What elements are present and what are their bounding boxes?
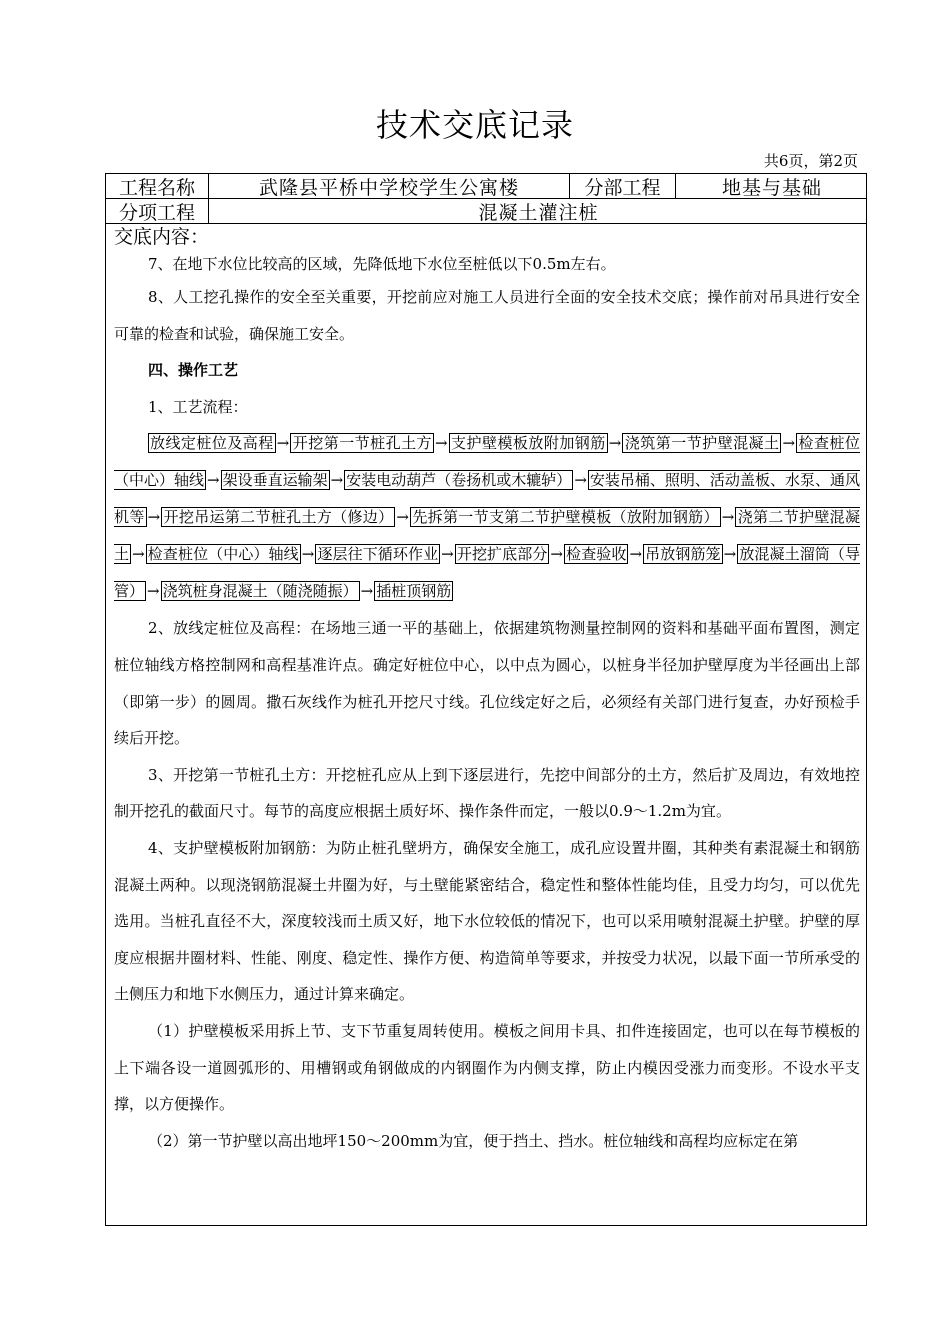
flow-step: 浇筑第一节护壁混凝土 — [624, 434, 780, 453]
flow-arrow: → — [147, 582, 160, 601]
flow-step: 架设垂直运输架 — [222, 471, 328, 490]
project-name-value: 武隆县平桥中学校学生公寓楼 — [209, 174, 570, 198]
flow-step: 逐层往下循环作业 — [317, 545, 439, 564]
process-flow — [114, 425, 860, 610]
flow-arrow: → — [550, 545, 563, 564]
paragraph: 4、支护壁模板附加钢筋：为防止桩孔壁坍方，确保安全施工，成孔应设置井圈，其种类有素混凝土和钢筋混凝土两种。以现浇钢筋混凝土井圈为好，与土壁能紧密结合，稳定性和整体性能均佳，且受力均匀，可以优先选用。当桩孔直径不大，深度较浅而土质又好，地下水位较低的情况下，也可以采用喷射混凝土护壁。护壁的厚度应根据井圈材料、性能、刚度、稳定性、操作方便、构造简单等要求，并按受力状况，以最下面一节所承受的土侧压力和地下水侧压力，通过计算来确定。 — [114, 838, 860, 1004]
flow-step: 检查桩位（中心）轴线 — [114, 434, 860, 490]
flow-arrow: → — [441, 545, 454, 564]
record-table — [105, 173, 867, 1226]
division-label: 分部工程 — [570, 174, 676, 198]
division-value: 地基与基础 — [721, 176, 822, 199]
flow-arrow: → — [396, 508, 409, 527]
paragraph: 8、人工挖孔操作的安全至关重要，开挖前应对施工人员进行全面的安全技术交底；操作前对吊具进行安全可靠的检查和试验，确保施工安全。 — [114, 288, 860, 343]
flow-arrow: → — [301, 545, 315, 564]
flow-arrow: → — [435, 434, 448, 453]
flow-arrow: → — [147, 508, 161, 527]
flow-step: 开挖第一节桩孔土方 — [292, 434, 433, 453]
flow-arrow: → — [721, 508, 735, 527]
flow-arrow: → — [276, 434, 290, 453]
flow-step: 开挖扩底部分 — [456, 545, 548, 564]
flow-arrow: → — [132, 545, 145, 564]
header-row-1 — [106, 174, 866, 199]
paragraph: 7、在地下水位比较高的区域，先降低地下水位至桩低以下0.5m左右。 — [148, 255, 616, 273]
flow-arrow: → — [330, 471, 344, 490]
flow-step: 浇筑桩身混凝土（随浇随振） — [162, 582, 358, 601]
flow-step: 放混凝土溜筒（导管） — [114, 545, 860, 601]
paragraph: （1）护壁模板采用拆上节、支下节重复周转使用。模板之间用卡具、扣件连接固定，也可以在每节模板的上下端各设一道圆弧形的、用槽钢或角钢做成的内钢圈作为内侧支撑，防止内模因受涨力而变形。不设水平支撑，以方便操作。 — [114, 1021, 860, 1114]
flow-arrow: → — [360, 582, 374, 601]
subitem-label: 分项工程 — [106, 199, 209, 223]
flow-step: 先拆第一节支第二节护壁模板（放附加钢筋） — [412, 508, 719, 527]
flow-step: 支护壁模板放附加钢筋 — [450, 434, 606, 453]
flow-step: 检查验收 — [566, 545, 627, 564]
flow-arrow: → — [608, 434, 622, 453]
content-area — [114, 225, 860, 1225]
flow-step: 开挖吊运第二节桩孔土方（修边） — [163, 508, 394, 527]
flow-step: 安装吊桶、照明、活动盖板、水泵、通风机等 — [114, 471, 860, 527]
flow-arrow: → — [574, 471, 587, 490]
page-info: 共6页，第2页 — [763, 152, 858, 170]
paragraph: （2）第一节护壁以高出地坪150～200mm为宜，便于挡土、挡水。桩位轴线和高程均应标定在第 — [148, 1131, 799, 1150]
flow-arrow: → — [782, 434, 796, 453]
paragraph: 2、放线定桩位及高程：在场地三通一平的基础上，依据建筑物测量控制网的资料和基础平面布置图，测定桩位轴线方格控制网和高程基准许点。确定好桩位中心，以中点为圆心，以桩身半径加护壁厚度为半径画出上部（即第一步）的圆周。撒石灰线作为桩孔开挖尺寸线。孔位线定好之后，必须经有关部门进行复查，办好预检手续后开挖。 — [114, 619, 860, 748]
header-row-2 — [106, 199, 866, 224]
document-title: 技术交底记录 — [375, 106, 574, 144]
flow-step: 插桩顶钢筋 — [376, 582, 452, 601]
flow-arrow: → — [629, 545, 643, 564]
flow-step: 吊放钢筋笼 — [645, 545, 721, 564]
flow-step: 浇第二节护壁混凝土 — [114, 508, 860, 564]
paragraph: 3、开挖第一节桩孔土方：开挖桩孔应从上到下逐层进行，先挖中间部分的土方，然后扩及周边，有效地控制开挖孔的截面尺寸。每节的高度应根据土质好坏、操作条件而定，一般以0.9～1.2m为宜。 — [114, 765, 860, 821]
subitem-value: 混凝土灌注桩 — [478, 201, 599, 224]
section-heading: 四、操作工艺 — [148, 361, 239, 380]
content-label: 交底内容： — [114, 226, 210, 248]
flow-arrow: → — [723, 545, 737, 564]
project-name-label: 工程名称 — [106, 174, 209, 198]
flow-step: 安装电动葫芦（卷扬机或木辘轳） — [346, 471, 572, 490]
flow-arrow: → — [207, 471, 220, 490]
paragraph: 1、工艺流程： — [148, 397, 248, 416]
flow-step: 检查桩位（中心）轴线 — [147, 545, 299, 564]
flow-step: 放线定桩位及高程 — [150, 434, 274, 453]
